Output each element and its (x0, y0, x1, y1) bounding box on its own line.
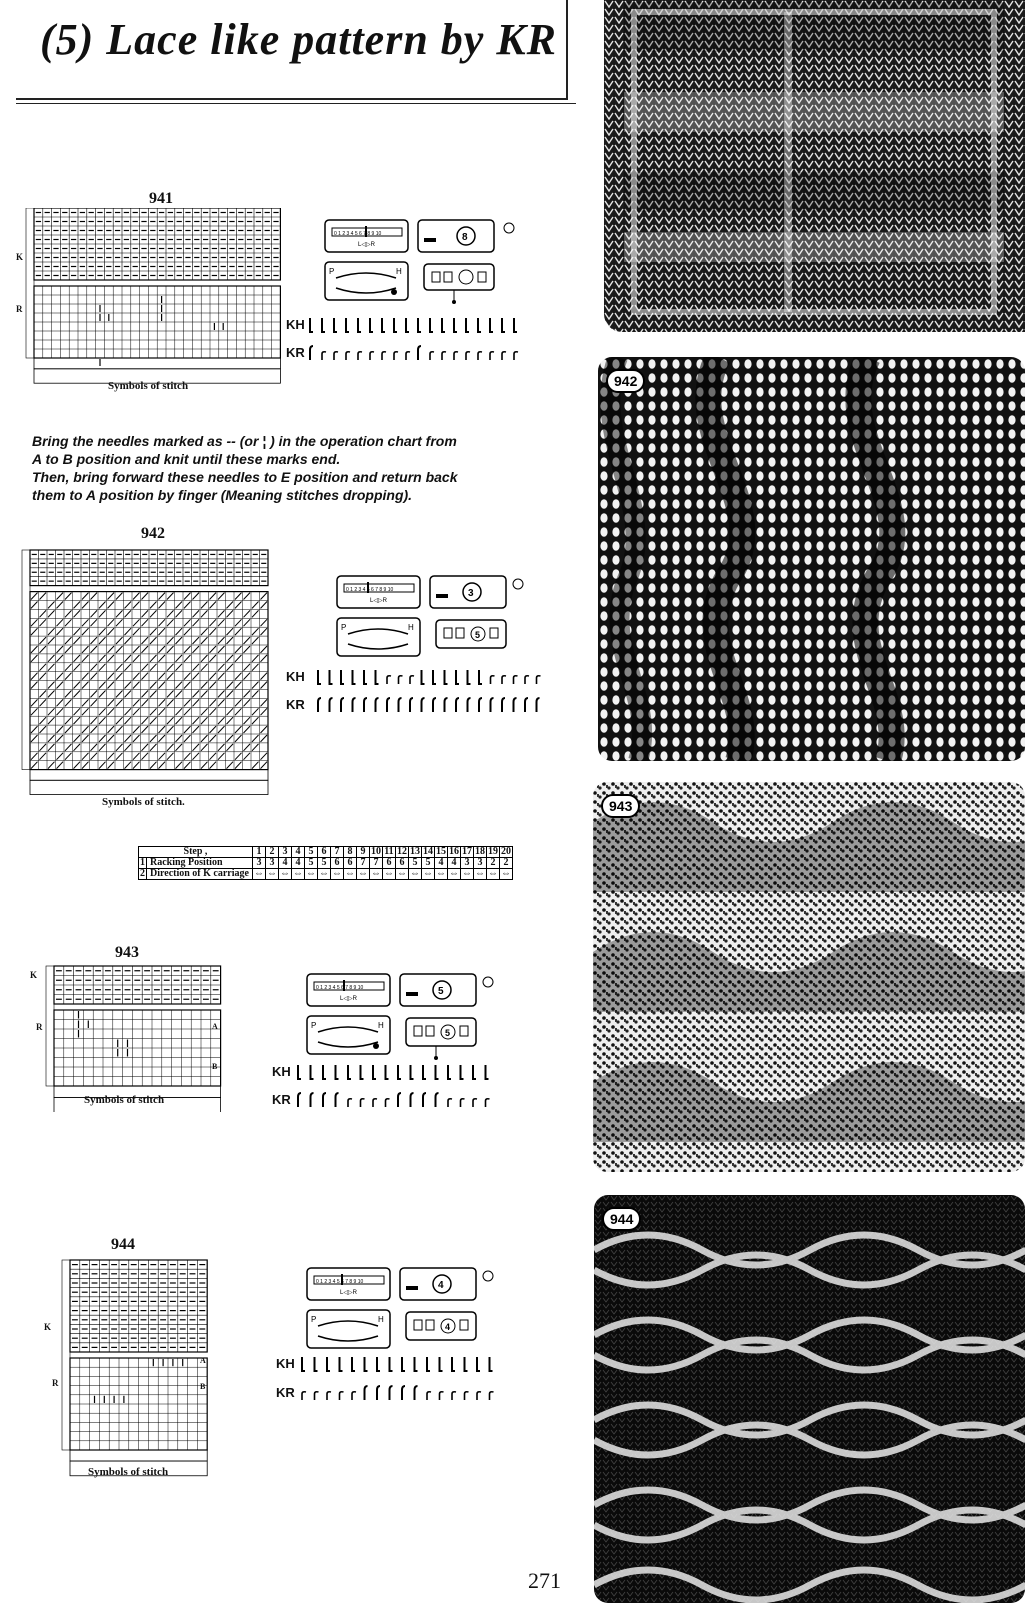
svg-text:0 1 2 3 4 5 6 7 8 9 10: 0 1 2 3 4 5 6 7 8 9 10 (316, 985, 364, 991)
direction-cell: ⇔ (500, 868, 511, 879)
racking-cell: 6 (343, 858, 356, 869)
pattern-941-number: 941 (149, 190, 173, 207)
photo-941 (604, 0, 1025, 332)
svg-text:0 1 2 3 4 5 6 7 8 9 10: 0 1 2 3 4 5 6 7 8 9 10 (346, 587, 394, 593)
pattern-944-number: 944 (111, 1236, 135, 1253)
racking-cell: 2 (499, 858, 512, 869)
pattern-943-kr-label: KR (272, 1092, 291, 1107)
step-cell: 15 (435, 846, 446, 857)
pattern-943-carriage-settings (306, 970, 506, 1062)
racking-table-direction-row (139, 869, 513, 880)
pattern-942-caption: Symbols of stitch. (102, 796, 185, 808)
svg-text:L◁▷R: L◁▷R (340, 1290, 357, 1296)
photo-944-badge: 944 (602, 1207, 641, 1231)
step-cell: 12 (396, 846, 407, 857)
step-cell: 2 (265, 847, 278, 858)
racking-cell: 7 (356, 858, 369, 869)
pattern-943-r-label: R (36, 1022, 43, 1032)
racking-cell: 3 (473, 858, 486, 869)
direction-cell: ⇔ (474, 868, 485, 879)
pattern-943-k-label: K (30, 970, 38, 980)
step-cell: 17 (461, 846, 472, 857)
direction-cell: ⇔ (396, 868, 407, 879)
row-number: 1 (140, 857, 145, 868)
instruction-line-3: Then, bring forward these needles to E position and return back (32, 469, 458, 485)
step-cell: 7 (330, 847, 343, 858)
direction-cell: ⇔ (370, 868, 381, 879)
direction-cell: ⇔ (357, 868, 368, 879)
pattern-944-mark-a: A (200, 1356, 206, 1365)
direction-cell: ⇔ (383, 868, 394, 879)
direction-cell: ⇔ (266, 868, 277, 879)
step-cell: 5 (304, 847, 317, 858)
direction-cell: ⇔ (448, 868, 459, 879)
pattern-944-caption: Symbols of stitch (88, 1466, 169, 1478)
svg-text:5: 5 (438, 986, 444, 997)
step-cell: 16 (448, 846, 459, 857)
step-cell: 18 (474, 846, 485, 857)
step-cell: 1 (252, 847, 265, 858)
step-cell: 20 (500, 846, 511, 857)
pattern-941-kh-stitches (306, 314, 536, 336)
direction-cell: ⇔ (461, 868, 472, 879)
step-cell: 10 (370, 846, 381, 857)
pattern-942-kh-label: KH (286, 669, 305, 684)
pattern-943-caption: Symbols of stitch (84, 1094, 165, 1106)
direction-label: Direction of K carriage (147, 869, 253, 880)
racking-cell: 4 (434, 858, 447, 869)
pattern-943-kr-stitches (294, 1089, 504, 1111)
svg-text:P: P (341, 623, 347, 632)
pattern-941-caption: Symbols of stitch (108, 380, 189, 392)
step-cell: 14 (422, 846, 433, 857)
pattern-942-number: 942 (141, 525, 165, 542)
photo-943-badge: 943 (601, 794, 640, 818)
racking-cell: 4 (291, 858, 304, 869)
direction-cell: ⇔ (435, 868, 446, 879)
photo-943 (593, 782, 1025, 1172)
racking-cell: 4 (447, 858, 460, 869)
svg-text:5: 5 (475, 630, 481, 640)
pattern-943-mark-a: A (212, 1022, 218, 1031)
pattern-944-kh-label: KH (276, 1356, 295, 1371)
pattern-943-kh-stitches (294, 1061, 504, 1083)
direction-cell: ⇔ (318, 868, 329, 879)
instructions (32, 432, 552, 504)
svg-text:H: H (408, 623, 414, 632)
svg-text:L◁▷R: L◁▷R (340, 996, 357, 1002)
svg-text:8: 8 (462, 232, 468, 243)
racking-table (138, 846, 513, 880)
step-cell: 19 (487, 846, 498, 857)
racking-cell: 3 (252, 858, 265, 869)
pattern-943-number: 943 (115, 944, 139, 961)
direction-cell: ⇔ (344, 868, 355, 879)
direction-cell: ⇔ (331, 868, 342, 879)
pattern-944-kh-stitches (298, 1353, 508, 1375)
racking-cell: 5 (421, 858, 434, 869)
pattern-944-r-label: R (52, 1378, 59, 1388)
page-title: (5) Lace like pattern by KR (40, 15, 558, 64)
racking-position-label: Racking Position (147, 858, 253, 869)
photo-942-badge: 942 (606, 369, 645, 393)
racking-cell: 6 (330, 858, 343, 869)
pattern-941-kh-label: KH (286, 317, 305, 332)
pattern-943-mark-b: B (212, 1062, 218, 1071)
racking-table-racking-row (139, 858, 513, 869)
svg-text:P: P (311, 1315, 317, 1324)
step-cell: 6 (317, 847, 330, 858)
racking-cell: 6 (395, 858, 408, 869)
direction-cell: ⇔ (422, 868, 433, 879)
step-cell: 9 (356, 847, 369, 858)
racking-cell: 3 (265, 858, 278, 869)
pattern-942-kr-label: KR (286, 697, 305, 712)
svg-text:H: H (378, 1021, 384, 1030)
svg-text:H: H (378, 1315, 384, 1324)
svg-text:H: H (396, 267, 402, 276)
racking-cell: 3 (460, 858, 473, 869)
pattern-942-carriage-settings (336, 572, 536, 664)
pattern-944-kr-label: KR (276, 1385, 295, 1400)
pattern-941-r-label: R (16, 304, 23, 314)
racking-cell: 2 (486, 858, 499, 869)
pattern-944-k-label: K (44, 1322, 52, 1332)
step-cell: 3 (278, 847, 291, 858)
svg-text:L◁▷R: L◁▷R (358, 242, 375, 248)
racking-cell: 6 (382, 858, 395, 869)
svg-text:L◁▷R: L◁▷R (370, 598, 387, 604)
step-cell: 11 (384, 846, 394, 857)
direction-cell: ⇔ (487, 868, 498, 879)
direction-cell: ⇔ (305, 868, 316, 879)
svg-text:4: 4 (445, 1322, 451, 1332)
instruction-line-2: A to B position and knit until these marks end. (32, 451, 341, 467)
step-label: Step , (139, 847, 253, 858)
photo-944 (594, 1195, 1025, 1603)
svg-text:P: P (329, 267, 335, 276)
pattern-941-kr-stitches (306, 342, 536, 364)
pattern-944-mark-b: B (200, 1382, 206, 1391)
svg-text:0 1 2 3 4 5 6 7 8 9 10: 0 1 2 3 4 5 6 7 8 9 10 (334, 231, 382, 237)
direction-cell: ⇔ (253, 868, 264, 879)
step-cell: 8 (343, 847, 356, 858)
direction-cell: ⇔ (292, 868, 303, 879)
svg-text:P: P (311, 1021, 317, 1030)
instruction-line-4: them to A position by finger (Meaning stitches dropping). (32, 487, 413, 503)
racking-cell: 7 (369, 858, 382, 869)
step-cell: 4 (291, 847, 304, 858)
pattern-941-carriage-settings (324, 218, 524, 306)
photo-942 (598, 357, 1025, 761)
racking-table-step-row (139, 847, 513, 858)
svg-text:0 1 2 3 4 5 6 7 8 9 10: 0 1 2 3 4 5 6 7 8 9 10 (316, 1279, 364, 1285)
pattern-941-chart (16, 208, 286, 398)
row-number: 2 (140, 868, 145, 879)
pattern-941-k-label: K (16, 252, 24, 262)
svg-text:4: 4 (438, 1280, 444, 1291)
instruction-line-1: Bring the needles marked as -- (or ¦ ) in the operation chart from (32, 433, 457, 449)
step-cell: 13 (409, 846, 420, 857)
page-number: 271 (528, 1568, 561, 1593)
direction-cell: ⇔ (279, 868, 290, 879)
pattern-942-kr-stitches (314, 694, 554, 716)
racking-cell: 4 (278, 858, 291, 869)
pattern-943-chart (28, 962, 228, 1112)
racking-cell: 5 (317, 858, 330, 869)
direction-cell: ⇔ (409, 868, 420, 879)
racking-cell: 5 (304, 858, 317, 869)
pattern-942-kh-stitches (314, 666, 554, 688)
pattern-941-kr-label: KR (286, 345, 305, 360)
pattern-943-kh-label: KH (272, 1064, 291, 1079)
pattern-944-chart (44, 1256, 244, 1482)
pattern-942-chart (14, 546, 284, 811)
pattern-944-kr-stitches (298, 1382, 508, 1404)
racking-cell: 5 (408, 858, 421, 869)
svg-text:5: 5 (445, 1028, 451, 1038)
pattern-944-carriage-settings (306, 1264, 506, 1356)
svg-text:3: 3 (468, 588, 474, 599)
